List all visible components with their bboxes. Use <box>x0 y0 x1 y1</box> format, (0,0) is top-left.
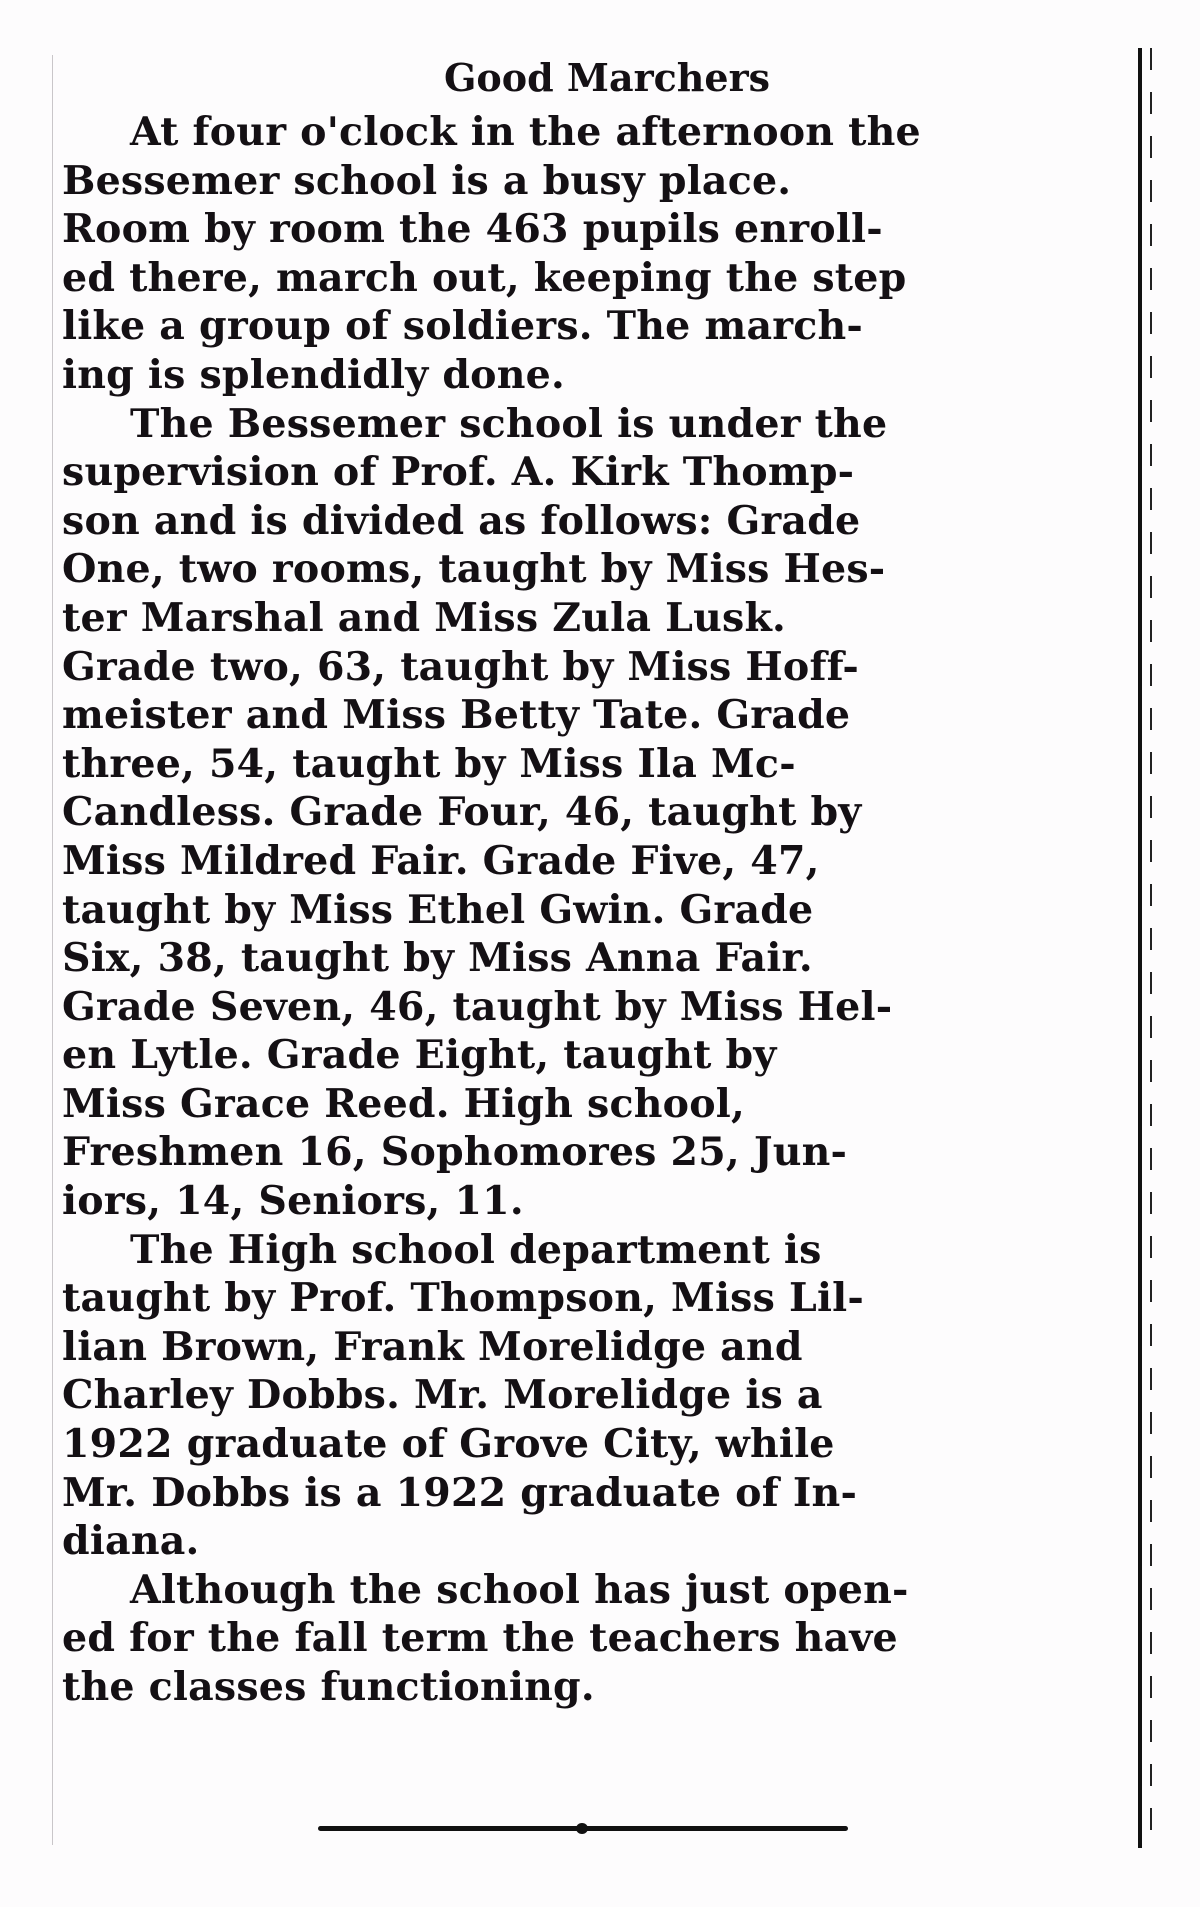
newspaper-article <box>62 52 1122 1712</box>
text-line: Grade Seven, 46, taught by Miss Hel- <box>62 983 893 1030</box>
text-line: ed for the fall term the teachers have <box>62 1615 898 1662</box>
text-line: ter Marshal and Miss Zula Lusk. <box>62 594 786 641</box>
text-line: Miss Mildred Fair. Grade Five, 47, <box>62 837 820 884</box>
text-line: taught by Miss Ethel Gwin. Grade <box>62 886 814 933</box>
text-line: Six, 38, taught by Miss Anna Fair. <box>62 935 813 982</box>
text-line: ing is splendidly done. <box>62 351 565 398</box>
paragraph-3 <box>62 1226 1122 1566</box>
text-line: iors, 14, Seniors, 11. <box>62 1178 524 1225</box>
text-line: Freshmen 16, Sophomores 25, Jun- <box>62 1129 848 1176</box>
text-line: At four o'clock in the afternoon the <box>130 109 921 155</box>
text-line: son and is divided as follows: Grade <box>62 497 861 544</box>
clipping-left-edge <box>52 55 53 1845</box>
text-line: three, 54, taught by Miss Ila Mc- <box>62 740 796 787</box>
text-line: One, two rooms, taught by Miss Hes- <box>62 546 886 593</box>
text-line: Bessemer school is a busy place. <box>62 157 792 204</box>
text-line: supervision of Prof. A. Kirk Thomp- <box>62 449 855 496</box>
text-line: lian Brown, Frank Morelidge and <box>62 1323 803 1370</box>
text-line: The High school department is <box>130 1226 822 1273</box>
text-line: Grade two, 63, taught by Miss Hoff- <box>62 643 860 690</box>
text-line: Miss Grace Reed. High school, <box>62 1080 745 1127</box>
paragraph-4 <box>62 1566 1122 1712</box>
text-line: Charley Dobbs. Mr. Morelidge is a <box>62 1372 823 1419</box>
paragraph-2 <box>62 400 1122 1226</box>
text-line: Candless. Grade Four, 46, taught by <box>62 789 862 836</box>
column-rule <box>1138 48 1142 1848</box>
text-line: diana. <box>62 1518 200 1565</box>
text-line: 1922 graduate of Grove City, while <box>62 1421 835 1468</box>
text-line: The Bessemer school is under the <box>130 400 888 447</box>
text-line: meister and Miss Betty Tate. Grade <box>62 692 851 739</box>
text-line: Room by room the 463 pupils enroll- <box>62 206 883 253</box>
end-of-article-rule <box>318 1826 848 1831</box>
text-line: Although the school has just open- <box>130 1566 909 1613</box>
text-line: taught by Prof. Thompson, Miss Lil- <box>62 1275 864 1322</box>
text-line: ed there, march out, keeping the step <box>62 254 907 301</box>
text-line: en Lytle. Grade Eight, taught by <box>62 1032 777 1079</box>
text-line: Mr. Dobbs is a 1922 graduate of In- <box>62 1469 858 1516</box>
text-line: the classes functioning. <box>62 1664 595 1710</box>
column-rule-dashed <box>1150 48 1152 1848</box>
text-line: like a group of soldiers. The march- <box>62 303 864 350</box>
paragraph-1 <box>62 108 1122 400</box>
article-headline: Good Marchers <box>443 55 770 100</box>
